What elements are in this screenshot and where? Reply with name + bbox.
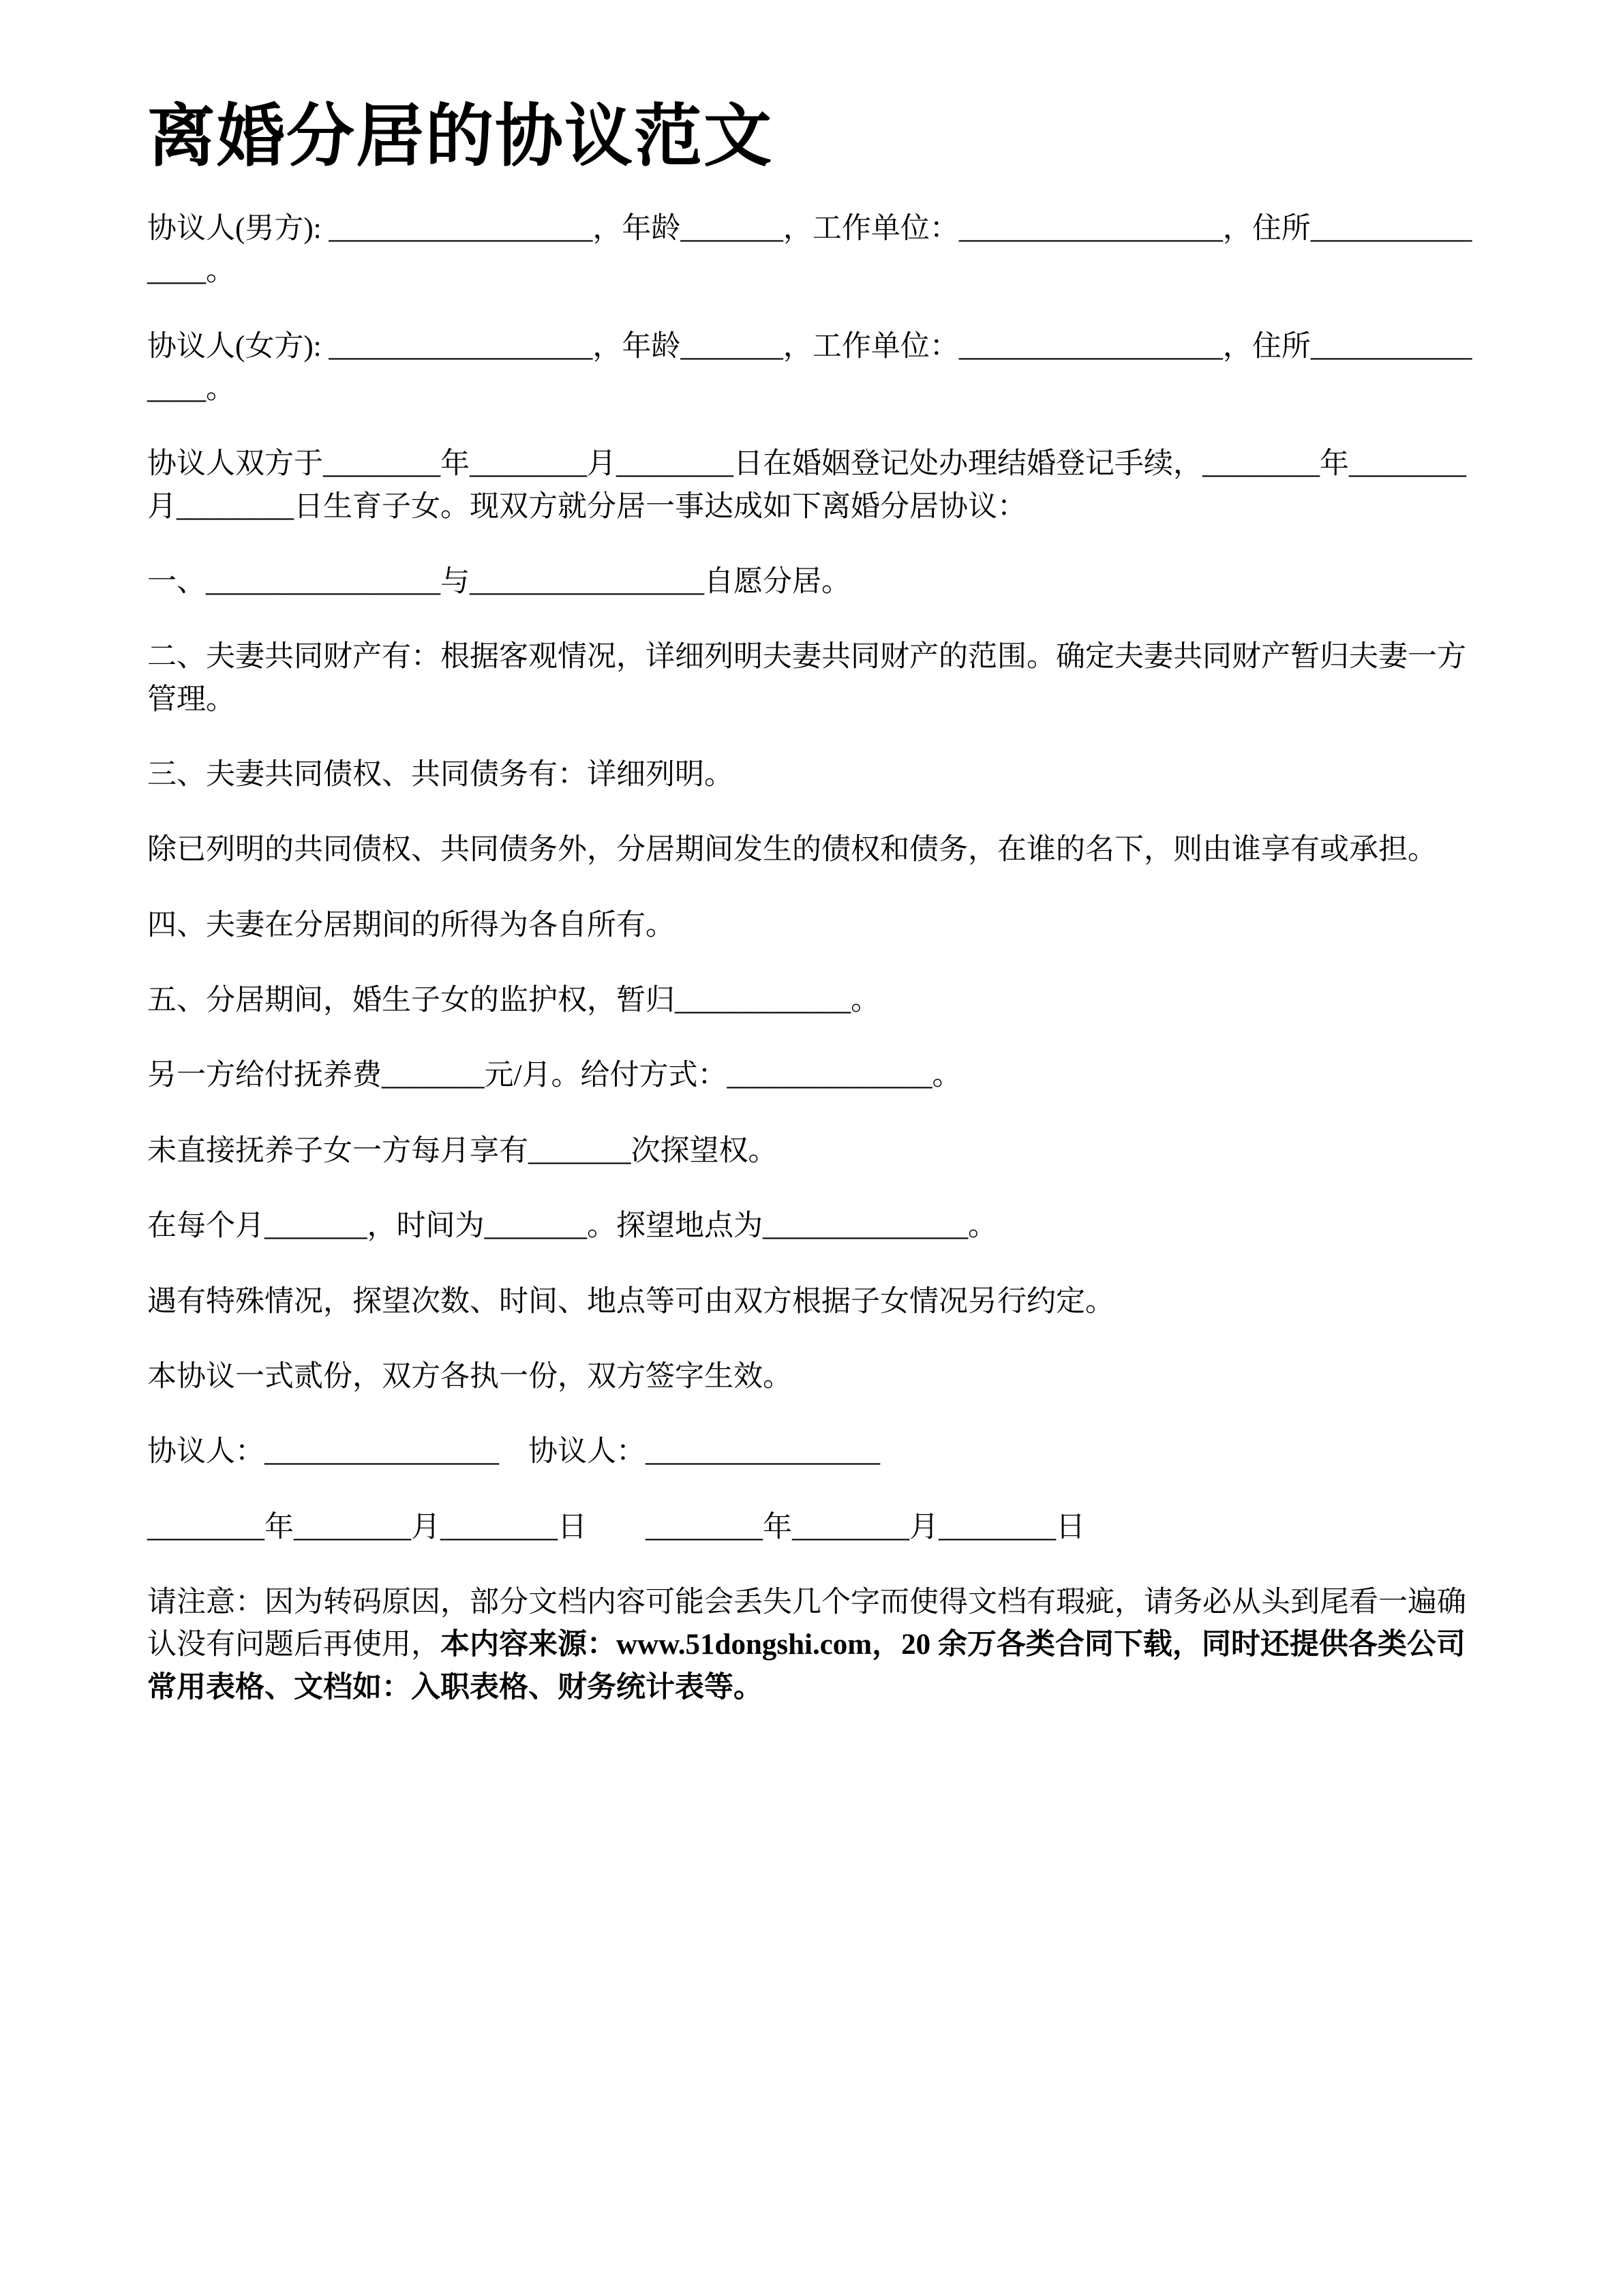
paragraph-party-female: 协议人(女方): __________________，年龄_______，工作单位：__________________，住所_______________。 — [147, 330, 1472, 406]
paragraph-clause-4-separate-income: 四、夫妻在分居期间的所得为各自所有。 — [147, 909, 675, 941]
paragraph-clause-2-joint-property: 二、夫妻共同财产有：根据客观情况，详细列明夫妻共同财产的范围。确定夫妻共同财产暂归夫妻一方管理。 — [147, 641, 1466, 716]
paragraph-visitation-frequency: 未直接抚养子女一方每月享有_______次探望权。 — [147, 1134, 778, 1167]
paragraph-party-male: 协议人(男方): __________________，年龄_______，工作单位：__________________，住所_______________。 — [147, 213, 1472, 288]
paragraph-child-support-payment: 另一方给付抚养费_______元/月。给付方式：______________。 — [147, 1059, 962, 1092]
source-note-bold-text: 本内容来源：www.51dongshi.com，20 余万各类合同下载，同时还提供各类公司常用表格、文档如：入职表格、财务统计表等。 — [147, 1629, 1466, 1704]
source-note-normal-text: 请注意：因为转码原因，部分文档内容可能会丢失几个字而使得文档有瑕疵，请务必从头到尾看一遍确认没有问题后再使用， — [147, 1586, 1466, 1661]
paragraph-clause-3-joint-debts: 三、夫妻共同债权、共同债务有：详细列明。 — [147, 759, 733, 791]
paragraph-copies-and-effect: 本协议一式贰份，双方各执一份，双方签字生效。 — [147, 1360, 792, 1393]
paragraph-signature-line: 协议人：________________ 协议人：________________ — [147, 1436, 880, 1468]
paragraph-clause-5-custody: 五、分居期间，婚生子女的监护权，暂归____________。 — [147, 984, 880, 1017]
paragraph-date-line: ________年________月________日 ________年________月________日 — [147, 1511, 1085, 1543]
paragraph-visitation-time-place: 在每个月_______，时间为_______。探望地点为______________。 — [147, 1210, 997, 1243]
paragraph-clause-1-voluntary-separation: 一、________________与________________自愿分居。 — [147, 566, 851, 599]
paragraph-source-note — [147, 1582, 1476, 1709]
paragraph-debts-during-separation: 除已列明的共同债权、共同债务外，分居期间发生的债权和债务，在谁的名下，则由谁享有或承担。 — [147, 834, 1437, 866]
paragraph-marriage-registration: 协议人双方于________年________月________日在婚姻登记处办理结婚登记手续，________年________月________日生育子女。现双方就分居一事达成如下离婚分居协议： — [147, 448, 1466, 523]
document-title: 离婚分居的协议范文 — [147, 99, 773, 175]
paragraph-special-circumstances: 遇有特殊情况，探望次数、时间、地点等可由双方根据子女情况另行约定。 — [147, 1285, 1114, 1318]
